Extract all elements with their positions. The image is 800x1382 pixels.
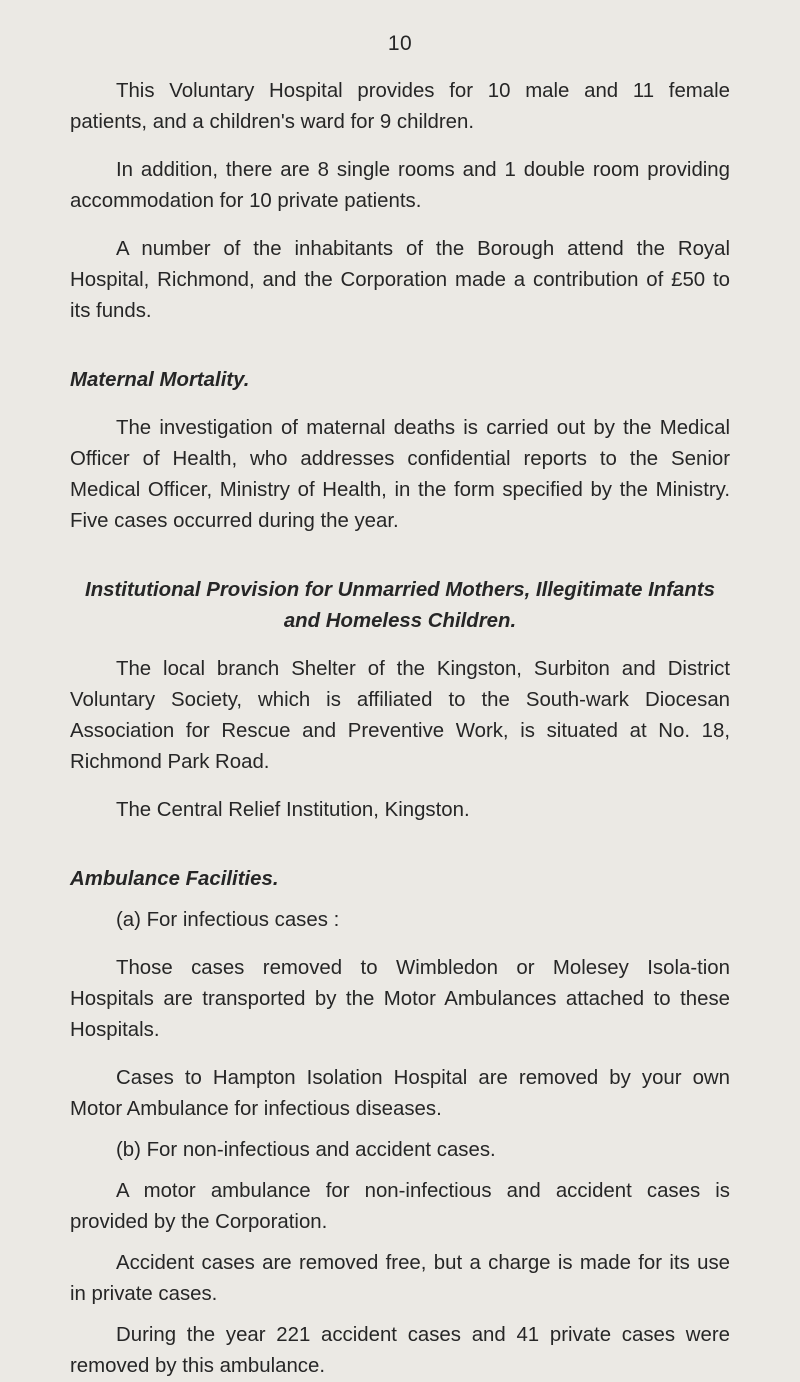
page-number: 10 (387, 32, 413, 55)
paragraph-year-totals: During the year 221 accident cases and 41 private cases were removed by this ambulance. (70, 1324, 730, 1377)
paragraph-accident-charges: Accident cases are removed free, but a charge is made for its use in private cases. (70, 1252, 730, 1305)
item-infectious-cases: (a) For infectious cases : (116, 909, 340, 931)
heading-maternal-mortality: Maternal Mortality. (70, 369, 250, 391)
item-non-infectious-cases: (b) For non-infectious and accident cases. (116, 1139, 496, 1161)
paragraph-private-rooms: In addition, there are 8 single rooms and 1 double room providing accommodation for 10 private patients. (70, 159, 730, 212)
paragraph-hampton: Cases to Hampton Isolation Hospital are removed by your own Motor Ambulance for infectious diseases. (70, 1067, 730, 1120)
paragraph-isolation-hospitals: Those cases removed to Wimbledon or Molesey Isola-tion Hospitals are transported by the Motor Ambulances attached to these Hospitals. (70, 957, 730, 1041)
heading-ambulance-facilities: Ambulance Facilities. (70, 868, 279, 890)
paragraph-motor-ambulance: A motor ambulance for non-infectious and accident cases is provided by the Corporation. (70, 1180, 730, 1233)
paragraph-hospital-beds: This Voluntary Hospital provides for 10 male and 11 female patients, and a children's ward for 9 children. (70, 80, 730, 133)
paragraph-central-relief: The Central Relief Institution, Kingston. (116, 799, 470, 821)
paragraph-maternal-deaths: The investigation of maternal deaths is carried out by the Medical Officer of Health, who addresses confidential reports to the Senior Medical Officer, Ministry of Health, in the form specified by the Ministry. Five cases occurred during the year. (70, 417, 730, 532)
paragraph-royal-hospital: A number of the inhabitants of the Borough attend the Royal Hospital, Richmond, and the Corporation made a contribution of £50 to its funds. (70, 238, 730, 322)
paragraph-shelter: The local branch Shelter of the Kingston, Surbiton and District Voluntary Society, which is affiliated to the South-wark Diocesan Association for Rescue and Preventive Work, is situated at No. 18, Richmond Park Road. (70, 658, 730, 773)
document-body (70, 76, 730, 1382)
heading-institutional-provision: Institutional Provision for Unmarried Mothers, Illegitimate Infants and Homeless Children. (85, 579, 715, 632)
